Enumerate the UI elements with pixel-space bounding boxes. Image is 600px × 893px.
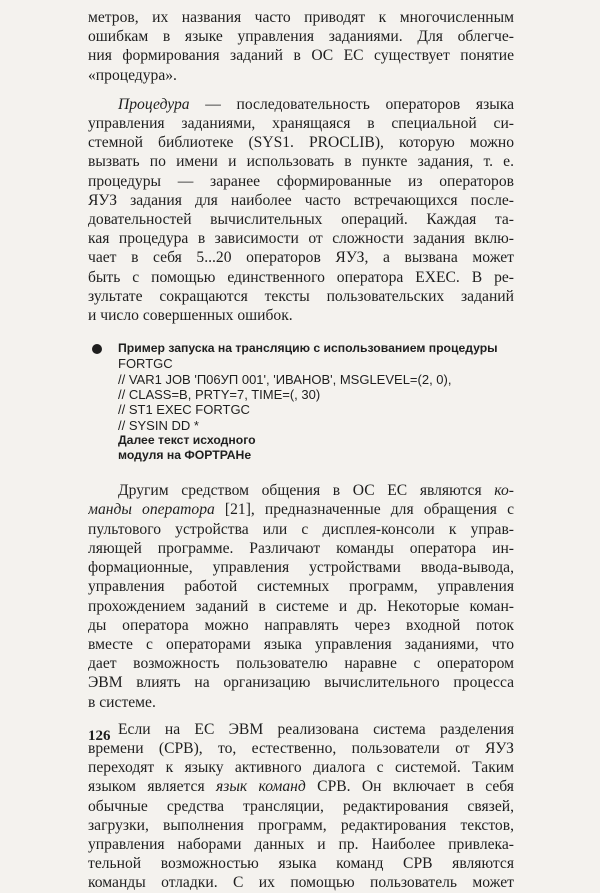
text-line: ЯУЗ задания для наиболее часто встречающихся после- [88,191,514,209]
text-line: вместе с операторами языка управления заданиями, что [88,635,514,653]
text-line: процедуры — заранее сформированные из операторов [88,172,514,190]
example-block [88,341,514,463]
term-operator-commands: ко- [494,482,514,500]
text-fragment: Другим средством общения в ОС ЕС являются [118,482,495,500]
text-line: управления работой системных программ, управления [88,578,514,596]
text-line: ЭВМ влиять на организацию вычислительного процесса [88,674,514,692]
paragraph-4 [88,720,514,893]
text-line: зультате сокращаются тексты пользовательских заданий [88,287,514,305]
text-line: ляющей программе. Различают команды оператора ин- [88,539,514,557]
text-line: метров, их названия часто приводят к многочисленным [88,9,514,26]
paragraph-3 [88,481,514,711]
term-command-language: язык команд [215,778,306,796]
text-line: команды отладки. С их помощью пользователь может [88,874,514,892]
text-fragment: СРВ. Он включает в себя [305,778,514,796]
bullet-icon [92,344,102,354]
term-procedure: Процедура [118,95,190,113]
example-title: Пример запуска на трансляцию с использованием процедуры [118,341,498,356]
text-line: в системе. [88,693,156,711]
text-line: переходят к языку активного диалога с системой. Таким [88,759,514,777]
code-line: // SYSIN DD * [118,417,199,433]
text-fragment: — последовательность операторов языка [189,95,514,113]
text-line: «процедура». [88,66,177,84]
text-line: формационные, управления устройствами ввода-вывода, [88,559,514,577]
text-line: управления заданиями, хранящаяся в специальной си- [88,115,514,133]
text-line: дает возможность пользователю наравне с оператором [88,655,514,673]
text-line: тельной возможностью языка команд СРВ являются [88,855,514,873]
text-line: управления наборами данных и пр. Наиболее привлека- [88,835,514,853]
example-note: Далее текст исходного [118,433,256,448]
code-line: // ST1 EXEC FORTGC [118,402,250,418]
paragraph-1 [88,8,514,85]
term-operator-commands: манды оператора [88,501,215,519]
text-line: стемной библиотеке (SYS1. PROCLIB), которую можно [88,134,514,152]
text-line: пультового устройства или с дисплея-консоли к управ- [88,520,514,538]
text-line [88,777,514,796]
text-line [88,95,514,114]
text-line: обычные средства трансляции, редактирования связей, [88,797,514,815]
code-line: FORTGC [118,356,173,372]
text-line: довательностей вычислительных операций. Каждая та- [88,211,514,229]
text-fragment: [21], предназначенные для обращения с [214,501,514,519]
page-text [88,8,514,893]
text-fragment: языком является [88,778,216,796]
text-line: вызвать по имени и использовать в пункте задания, т. е. [88,153,514,171]
page-number: 126 [88,728,111,744]
text-line: быть с помощью единственного оператора EXEC. В ре- [88,268,514,286]
text-line: Если на ЕС ЭВМ реализована система разделения [118,720,514,738]
text-line: кая процедура в зависимости от сложности задания вклю- [88,230,514,248]
text-line: прохождением заданий в системе и др. Некоторые коман- [88,597,514,615]
text-line [88,481,514,500]
code-line: // VAR1 JOB 'П06УП 001', 'ИВАНОВ', MSGLEVEL=(2, 0), [118,371,452,387]
text-line: времени (СРВ), то, естественно, пользователи от ЯУЗ [88,739,514,757]
text-line: и число совершенных ошибок. [88,307,293,325]
code-line: // CLASS=B, PRTY=7, TIME=(, 30) [118,387,321,403]
paragraph-2 [88,95,514,325]
example-note: модуля на ФОРТРАНе [118,448,252,463]
text-line: чает в себя 5...20 операторов ЯУЗ, а вызвана может [88,249,514,267]
text-line: ды оператора можно направлять через входной поток [88,616,514,634]
text-line: загрузки, выполнения программ, редактирования текстов, [88,816,514,834]
text-line [88,500,514,519]
text-line: ошибкам в языке управления заданиями. Для облегче- [88,28,514,46]
text-line: ния формирования заданий в ОС ЕС существует понятие [88,47,514,65]
